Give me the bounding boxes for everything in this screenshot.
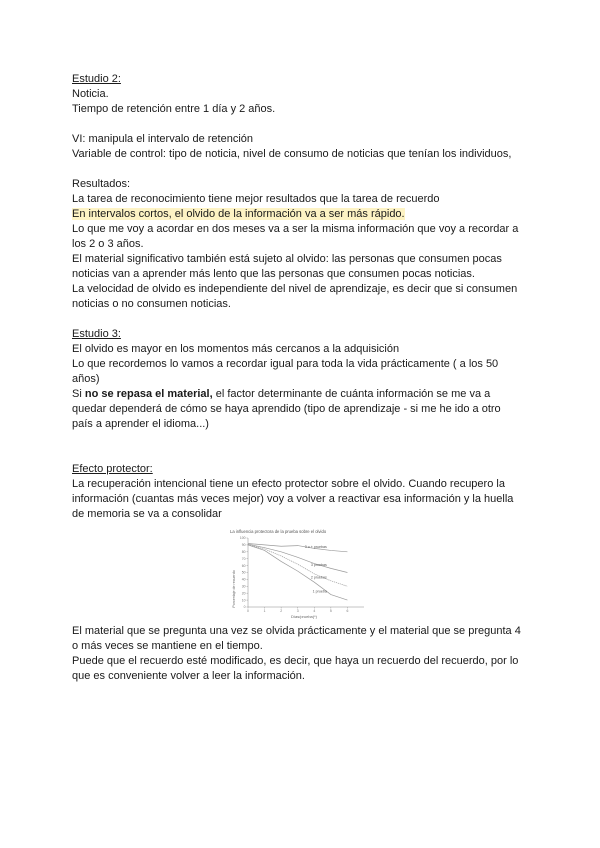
estudio2-heading: Estudio 2: <box>72 73 121 85</box>
chart-y-tick-label: 80 <box>241 550 246 554</box>
chart-ylabel: Porcentaje de recuerdo <box>232 570 236 608</box>
document-page <box>72 72 540 684</box>
chart-x-tick-label: 6 <box>346 609 349 613</box>
chart-y-tick-label: 70 <box>241 556 246 561</box>
estudio3-si-line <box>72 387 540 402</box>
chart-xlabel: Días/prueba(*) <box>290 614 318 619</box>
chart-y-tick-label: 30 <box>241 584 246 589</box>
estudio3-line: país a aprender el idioma...) <box>72 418 209 430</box>
efecto-line: de memoria se va a consolidar <box>72 508 222 520</box>
si-bold-text: no se repasa el material, <box>84 388 213 400</box>
chart-x-tick-label: 0 <box>247 609 249 613</box>
efecto-heading: Efecto protector: <box>72 463 153 475</box>
chart-y-tick-label: 50 <box>241 570 246 575</box>
chart-y-tick-label: 90 <box>241 543 246 548</box>
chart-series-label: 1 prueba <box>312 589 327 594</box>
chart-x-tick-label: 5 <box>329 609 332 613</box>
estudio3-line: El olvido es mayor en los momentos más cercanos a la adquisición <box>72 343 400 355</box>
chart-series-label: 3 o + pruebas <box>304 545 327 550</box>
chart-svg <box>226 527 368 619</box>
resultados-highlight-line <box>72 207 540 222</box>
chart-title: La influencia protectora de la prueba sobre el olvido <box>230 529 327 534</box>
resultados-line: noticias o no consumen noticias. <box>72 298 231 310</box>
chart-y-tick-label: 60 <box>241 563 246 568</box>
estudio3-line: quedar dependerá de cómo se haya aprendido (tipo de aprendizaje - si me he ido a otro <box>72 403 501 415</box>
resultados-line: noticias van a aprender más lento que las personas que consumen pocas noticias. <box>72 268 475 280</box>
chart-series-line <box>248 544 347 572</box>
chart-series-line <box>248 545 347 586</box>
highlighted-text: En intervalos cortos, el olvido de la información va a ser más rápido. <box>72 208 405 220</box>
estudio2-control: Variable de control: tipo de noticia, nivel de consumo de noticias que tenían los individuos, <box>72 148 512 160</box>
chart-y-tick-label: 0 <box>243 605 246 610</box>
resultados-line: La velocidad de olvido es independiente del nivel de aprendizaje, es decir que si consumen <box>72 283 518 295</box>
estudio3-line: Lo que recordemos lo vamos a recordar igual para toda la vida prácticamente ( a los 50 <box>72 358 499 370</box>
resultados-heading: Resultados: <box>72 178 131 190</box>
chart-x-tick-label: 1 <box>263 609 266 613</box>
chart-y-tick-label: 100 <box>239 536 246 541</box>
chart-y-tick-label: 10 <box>241 598 246 603</box>
efecto-line: La recuperación intencional tiene un efecto protector sobre el olvido. Cuando recupero la <box>72 478 505 490</box>
chart-x-tick-label: 4 <box>313 609 316 613</box>
forgetting-chart <box>226 527 368 619</box>
chart-marks <box>248 544 347 601</box>
chart-series-line <box>248 545 347 600</box>
chart-series-label: 2 pruebas <box>310 575 327 580</box>
si-rest: el factor determinante de cuánta información se me va a <box>212 388 491 400</box>
chart-y-tick-label: 40 <box>241 577 246 582</box>
estudio2-vi: VI: manipula el intervalo de retención <box>72 133 253 145</box>
resultados-line: La tarea de reconocimiento tiene mejor resultados que la tarea de recuerdo <box>72 193 440 205</box>
efecto-after-line: El material que se pregunta una vez se olvida prácticamente y el material que se pregunta 4 <box>72 625 521 637</box>
efecto-after-line: o más veces se mantiene en el tiempo. <box>72 640 263 652</box>
estudio2-line: Tiempo de retención entre 1 día y 2 años. <box>72 103 276 115</box>
chart-x-tick-label: 2 <box>280 609 283 613</box>
efecto-after-line: Puede que el recuerdo esté modificado, es decir, que haya un recuerdo del recuerdo, por lo <box>72 655 519 667</box>
efecto-after-line: que es conveniente volver a leer la información. <box>72 670 305 682</box>
estudio3-heading: Estudio 3: <box>72 328 121 340</box>
chart-series-label: 3 pruebas <box>310 563 327 568</box>
efecto-line: información (cuantas más veces mejor) voy a volver a reactivar esa información y la huella <box>72 493 514 505</box>
resultados-line: El material significativo también está sujeto al olvido: las personas que consumen pocas <box>72 253 502 265</box>
estudio3-line: años) <box>72 373 100 385</box>
estudio2-line: Noticia. <box>72 88 109 100</box>
si-prefix: Si <box>72 388 85 400</box>
chart-y-tick-label: 20 <box>241 591 246 596</box>
resultados-line: Lo que me voy a acordar en dos meses va a ser la misma información que voy a recordar a <box>72 223 519 235</box>
resultados-line: los 2 o 3 años. <box>72 238 144 250</box>
chart-x-tick-label: 3 <box>296 609 299 613</box>
